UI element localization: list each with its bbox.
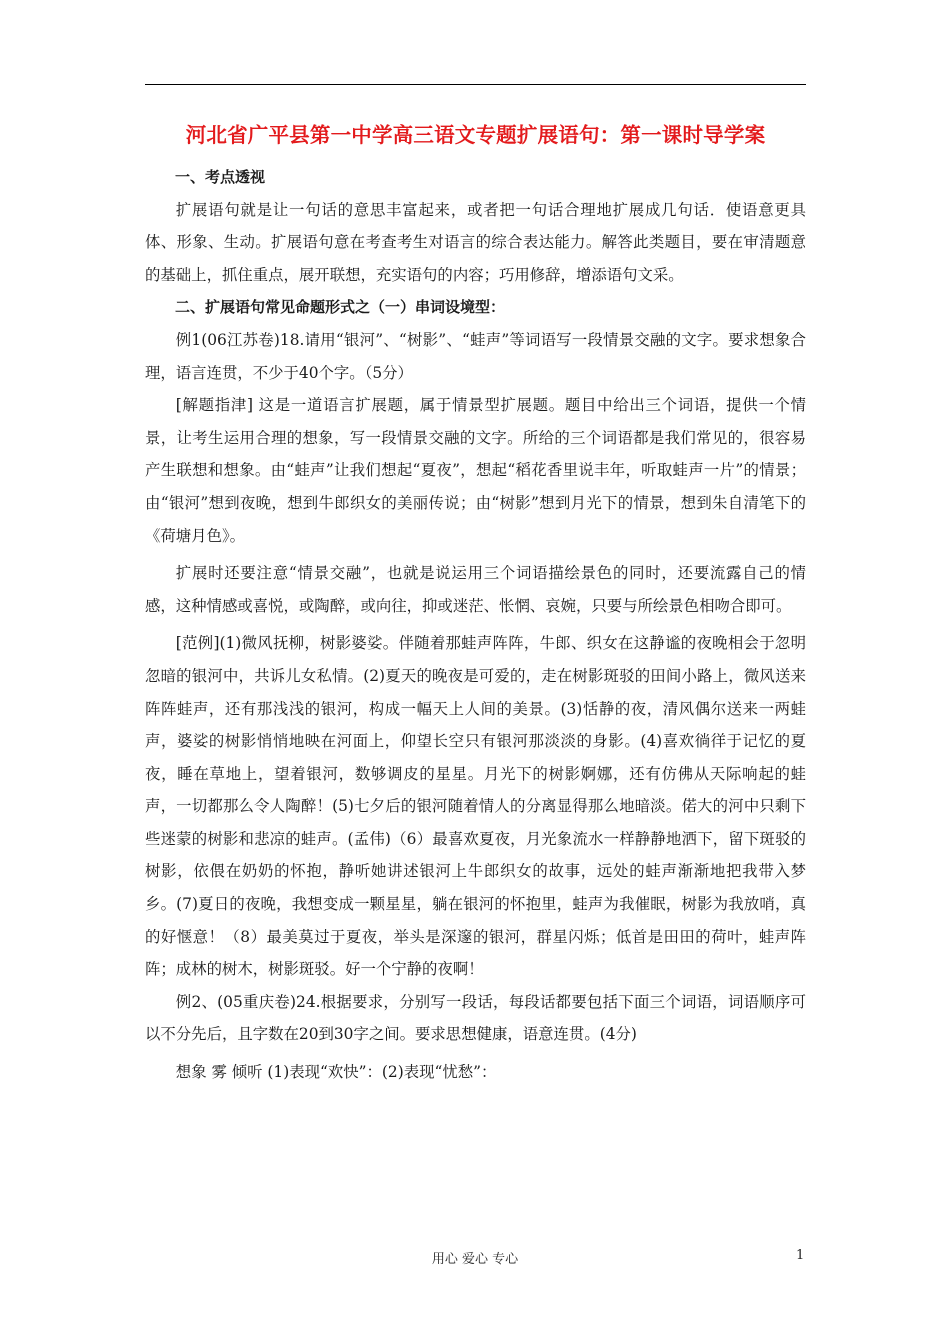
- footer-motto: 用心 爱心 专心: [431, 1252, 519, 1267]
- document-title: 河北省广平县第一中学高三语文专题扩展语句：第一课时导学案: [185, 123, 766, 147]
- paragraph-prompt: 想象 雾 倾听 (1)表现“欢快”：(2)表现“忧愁”：: [175, 1063, 497, 1082]
- paragraph-sample-answers: [范例](1)微风抚柳，树影婆娑。伴随着那蛙声阵阵，牛郎、织女在这静谧的夜晚相会于忽明忽暗的银河中，共诉儿女私情。(2)夏天的晚夜是可爱的，走在树影斑驳的田间小路上，微风送来阵阵蛙声，还有那浅浅的银河，构成一幅天上人间的美景。(3)恬静的夜，清风偶尔送来一两蛙声，婆娑的树影悄悄地映在河面上，仰望长空只有银河那淡淡的身影。(4)喜欢徜徉于记忆的夏夜，睡在草地上，望着银河，数够调皮的星星。月光下的树影婀娜，还有仿佛从天际响起的蛙声，一切都那么令人陶醉！(5)七夕后的银河随着情人的分离显得那么地暗淡。偌大的河中只剩下些迷蒙的树影和悲凉的蛙声。(孟伟)（6）最喜欢夏夜，月光象流水一样静静地洒下，留下斑驳的树影，依偎在奶奶的怀抱，静听她讲述银河上牛郎织女的故事，远处的蛙声渐渐地把我带入梦乡。(7)夏日的夜晚，我想变成一颗星星，躺在银河的怀抱里，蛙声为我催眠，树影为我放哨，真的好惬意！（8）最美莫过于夏夜，举头是深邃的银河，群星闪烁；低首是田田的荷叶，蛙声阵阵；成林的树木，树影斑驳。好一个宁静的夜啊！: [145, 634, 806, 979]
- header-rule: [145, 84, 806, 85]
- paragraph-example-1: 例1(06江苏卷)18.请用“银河”、“树影”、“蛙声”等词语写一段情景交融的文字。要求想象合理，语言连贯，不少于40个字。（5分）: [145, 330, 806, 382]
- document-body: [145, 161, 806, 1089]
- paragraph-example-2: 例2、(05重庆卷)24.根据要求，分别写一段话，每段话都要包括下面三个词语，词语顺序可以不分先后，且字数在20到30字之间。要求思想健康，语意连贯。(4分): [145, 992, 806, 1044]
- paragraph-guidance: [解题指津] 这是一道语言扩展题，属于情景型扩展题。题目中给出三个词语，提供一个情景，让考生运用合理的想象，写一段情景交融的文字。所给的三个词语都是我们常见的，很容易产生联想和想象。由“蛙声”让我们想起“夏夜”，想起“稻花香里说丰年，听取蛙声一片”的情景；由“银河”想到夜晚，想到牛郎织女的美丽传说；由“树影”想到月光下的情景，想到朱自清笔下的《荷塘月色》。: [145, 396, 806, 545]
- paragraph-note: 扩展时还要注意“情景交融”，也就是说运用三个词语描绘景色的同时，还要流露自己的情感，这种情感或喜悦，或陶醉，或向往，抑或迷茫、怅惘、哀婉，只要与所绘景色相吻合即可。: [145, 564, 806, 615]
- paragraph-intro: 扩展语句就是让一句话的意思丰富起来，或者把一句话合理地扩展成几句话．使语意更具体、形象、生动。扩展语句意在考查考生对语言的综合表达能力。解答此类题目，要在审清题意的基础上，抓住重点，展开联想，充实语句的内容；巧用修辞，增添语句文采。: [145, 200, 806, 284]
- section-heading-1: 一、考点透视: [175, 168, 266, 186]
- page-number: 1: [796, 1248, 805, 1263]
- section-heading-2: 二、扩展语句常见命题形式之（一）串词设境型：: [175, 298, 506, 317]
